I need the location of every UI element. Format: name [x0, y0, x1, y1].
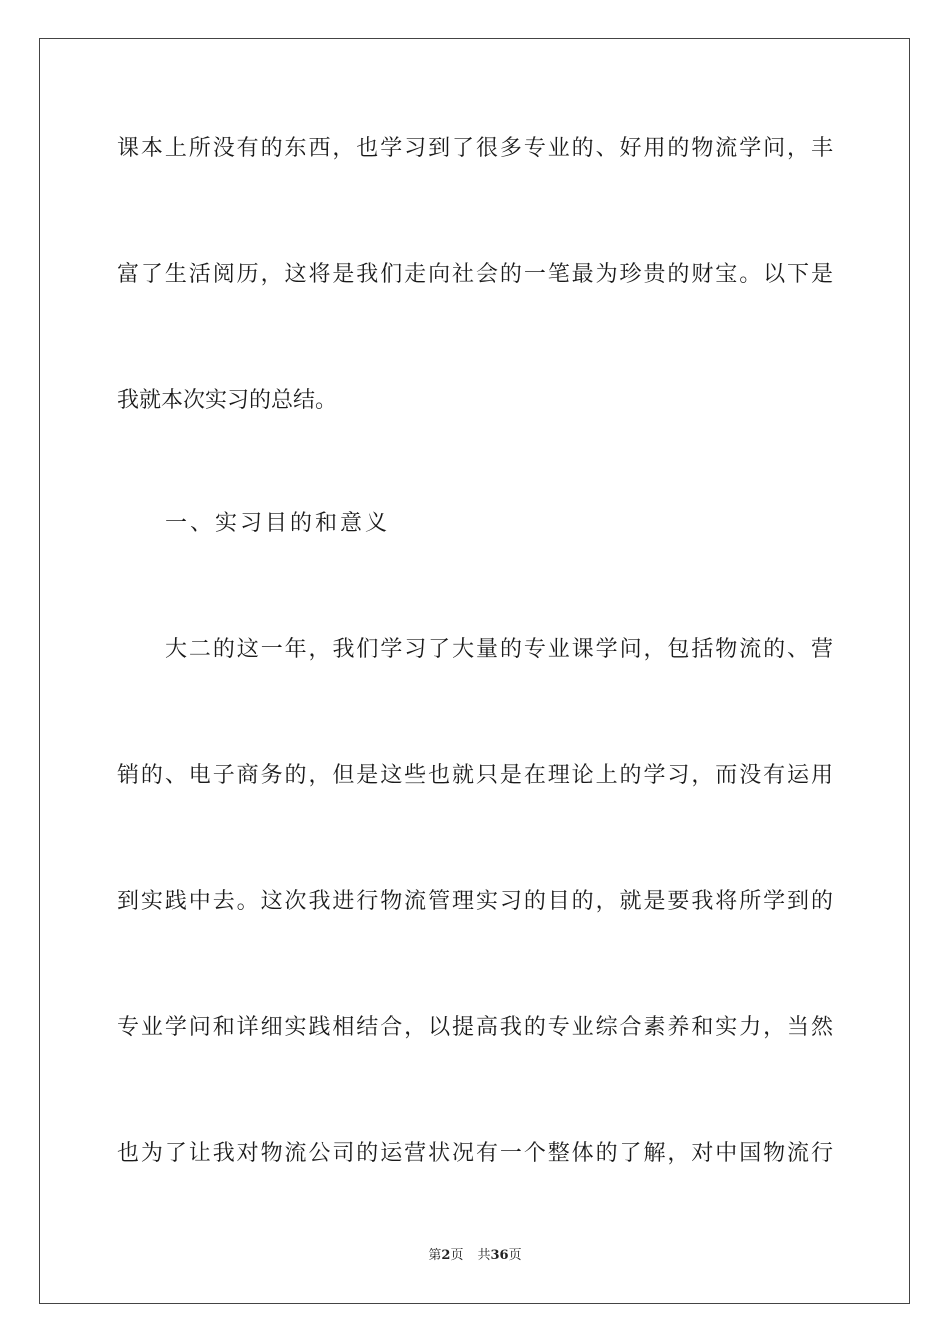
footer-page-number: 2	[441, 1248, 451, 1263]
body-line-3: 我就本次实习的总结。	[117, 388, 338, 413]
body-line-2: 富了生活阅历，这将是我们走向社会的一笔最为珍贵的财宝。以下是	[117, 262, 833, 287]
footer-total-prefix: 共	[477, 1248, 491, 1263]
footer-page-suffix: 页	[450, 1248, 464, 1263]
paragraph-line-2: 销的、电子商务的，但是这些也就只是在理论上的学习，而没有运用	[117, 763, 833, 788]
paragraph-line-5: 也为了让我对物流公司的运营状况有一个整体的了解，对中国物流行	[117, 1141, 833, 1166]
footer-total-number: 36	[490, 1248, 509, 1263]
section-heading: 一、实习目的和意义	[165, 511, 391, 536]
paragraph-line-4: 专业学问和详细实践相结合，以提高我的专业综合素养和实力，当然	[117, 1015, 833, 1040]
footer-page-prefix: 第	[428, 1248, 442, 1263]
footer-total-suffix: 页	[508, 1248, 522, 1263]
page-border	[39, 38, 910, 1304]
body-line-1: 课本上所没有的东西，也学习到了很多专业的、好用的物流学问，丰	[117, 136, 833, 161]
paragraph-line-1: 大二的这一年，我们学习了大量的专业课学问，包括物流的、营	[165, 637, 833, 662]
page-footer	[0, 1247, 950, 1265]
paragraph-line-3: 到实践中去。这次我进行物流管理实习的目的，就是要我将所学到的	[117, 889, 833, 914]
